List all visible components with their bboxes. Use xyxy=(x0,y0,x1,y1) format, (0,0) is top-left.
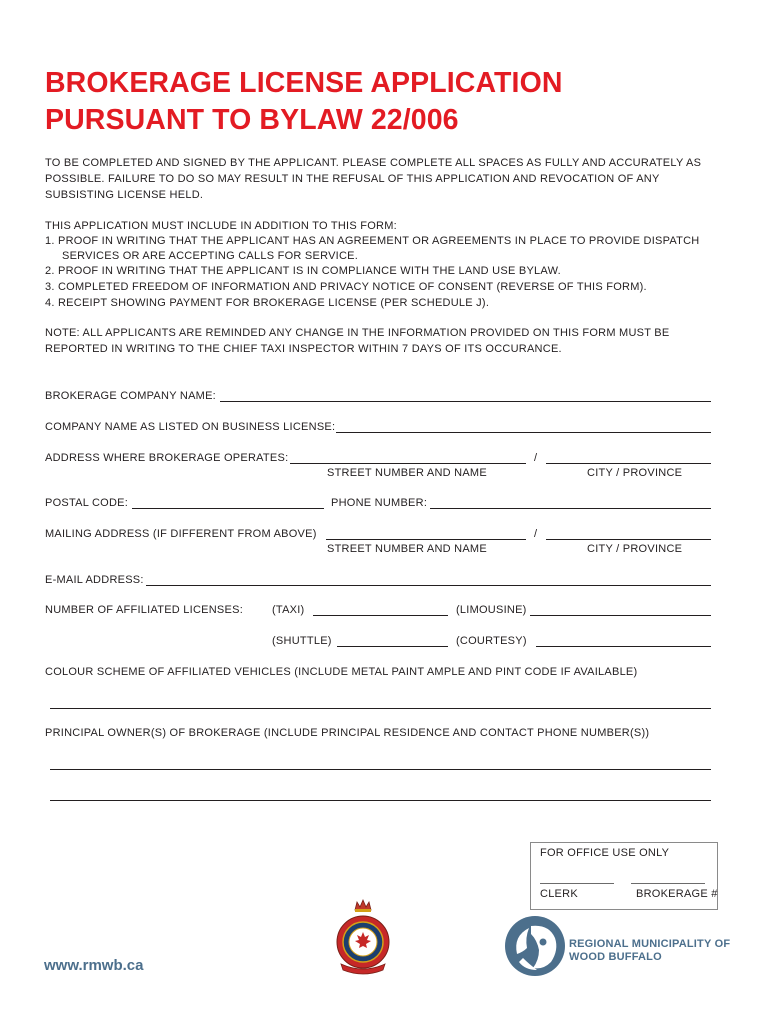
email-field[interactable] xyxy=(146,585,711,586)
brokerage-number-field[interactable] xyxy=(631,883,705,884)
business-license-name-label: COMPANY NAME AS LISTED ON BUSINESS LICENSE: xyxy=(45,421,336,433)
operating-address-label: ADDRESS WHERE BROKERAGE OPERATES: xyxy=(45,452,289,464)
postal-code-label: POSTAL CODE: xyxy=(45,497,129,509)
city-caption: CITY / PROVINCE xyxy=(587,467,683,479)
colour-scheme-label: COLOUR SCHEME OF AFFILIATED VEHICLES (INCLUDE METAL PAINT AMPLE AND PINT CODE IF AVAILABLE) xyxy=(45,666,638,678)
clerk-field[interactable] xyxy=(540,883,614,884)
affiliated-licenses-label: NUMBER OF AFFILIATED LICENSES: xyxy=(45,604,243,616)
phone-number-field[interactable] xyxy=(430,508,711,509)
principal-owners-label: PRINCIPAL OWNER(S) OF BROKERAGE (INCLUDE PRINCIPAL RESIDENCE AND CONTACT PHONE NUMBER(S)) xyxy=(45,727,650,739)
street-caption: STREET NUMBER AND NAME xyxy=(327,467,487,479)
form-title-line2: PURSUANT TO BYLAW 22/006 xyxy=(45,104,459,136)
operating-city-field[interactable] xyxy=(546,463,711,464)
website-url: www.rmwb.ca xyxy=(44,957,144,974)
office-use-heading: FOR OFFICE USE ONLY xyxy=(540,847,670,859)
brokerage-number-label: BROKERAGE # xyxy=(636,888,718,900)
wood-buffalo-logo-icon xyxy=(503,914,567,978)
requirement-2: 2. PROOF IN WRITING THAT THE APPLICANT IS IN COMPLIANCE WITH THE LAND USE BYLAW. xyxy=(45,265,561,277)
form-title-line1: BROKERAGE LICENSE APPLICATION xyxy=(45,67,563,99)
org-name-line2: WOOD BUFFALO xyxy=(569,951,662,963)
rcmp-crest-icon xyxy=(333,898,393,978)
mailing-street-caption: STREET NUMBER AND NAME xyxy=(327,543,487,555)
email-label: E-MAIL ADDRESS: xyxy=(45,574,144,586)
note-line1: NOTE: ALL APPLICANTS ARE REMINDED ANY CHANGE IN THE INFORMATION PROVIDED ON THIS FORM MUST BE xyxy=(45,327,670,339)
taxi-count-field[interactable] xyxy=(313,615,448,616)
address-slash: / xyxy=(534,452,538,464)
principal-owners-field-2[interactable] xyxy=(50,800,711,801)
requirements-heading: THIS APPLICATION MUST INCLUDE IN ADDITION TO THIS FORM: xyxy=(45,220,397,232)
intro-line1: TO BE COMPLETED AND SIGNED BY THE APPLICANT. PLEASE COMPLETE ALL SPACES AS FULLY AND ACCURATELY AS xyxy=(45,157,702,169)
requirement-1-cont: SERVICES OR ARE ACCEPTING CALLS FOR SERVICE. xyxy=(62,250,359,262)
requirement-1: 1. PROOF IN WRITING THAT THE APPLICANT HAS AN AGREEMENT OR AGREEMENTS IN PLACE TO PROVIDE DISPATCH xyxy=(45,235,700,247)
limousine-count-field[interactable] xyxy=(530,615,711,616)
taxi-label: (TAXI) xyxy=(272,604,305,616)
note-line2: REPORTED IN WRITING TO THE CHIEF TAXI INSPECTOR WITHIN 7 DAYS OF ITS OCCURANCE. xyxy=(45,343,562,355)
brokerage-company-name-field[interactable] xyxy=(220,401,711,402)
courtesy-count-field[interactable] xyxy=(536,646,711,647)
shuttle-count-field[interactable] xyxy=(337,646,448,647)
business-license-name-field[interactable] xyxy=(336,432,711,433)
limousine-label: (LIMOUSINE) xyxy=(456,604,527,616)
shuttle-label: (SHUTTLE) xyxy=(272,635,332,647)
mailing-slash: / xyxy=(534,528,538,540)
mailing-city-caption: CITY / PROVINCE xyxy=(587,543,683,555)
mailing-city-field[interactable] xyxy=(546,539,711,540)
operating-street-field[interactable] xyxy=(290,463,526,464)
principal-owners-field-1[interactable] xyxy=(50,769,711,770)
intro-line3: SUBSISTING LICENSE HELD. xyxy=(45,189,204,201)
clerk-label: CLERK xyxy=(540,888,578,900)
colour-scheme-field[interactable] xyxy=(50,708,711,709)
org-name-line1: REGIONAL MUNICIPALITY OF xyxy=(569,938,731,950)
mailing-address-label: MAILING ADDRESS (IF DIFFERENT FROM ABOVE) xyxy=(45,528,317,540)
intro-line2: POSSIBLE. FAILURE TO DO SO MAY RESULT IN THE REFUSAL OF THIS APPLICATION AND REVOCATION OF ANY xyxy=(45,173,660,185)
courtesy-label: (COURTESY) xyxy=(456,635,527,647)
requirement-4: 4. RECEIPT SHOWING PAYMENT FOR BROKERAGE LICENSE (PER SCHEDULE J). xyxy=(45,297,490,309)
postal-code-field[interactable] xyxy=(132,508,324,509)
mailing-street-field[interactable] xyxy=(326,539,526,540)
requirement-3: 3. COMPLETED FREEDOM OF INFORMATION AND PRIVACY NOTICE OF CONSENT (REVERSE OF THIS FORM). xyxy=(45,281,647,293)
brokerage-company-name-label: BROKERAGE COMPANY NAME: xyxy=(45,390,216,402)
phone-number-label: PHONE NUMBER: xyxy=(331,497,428,509)
